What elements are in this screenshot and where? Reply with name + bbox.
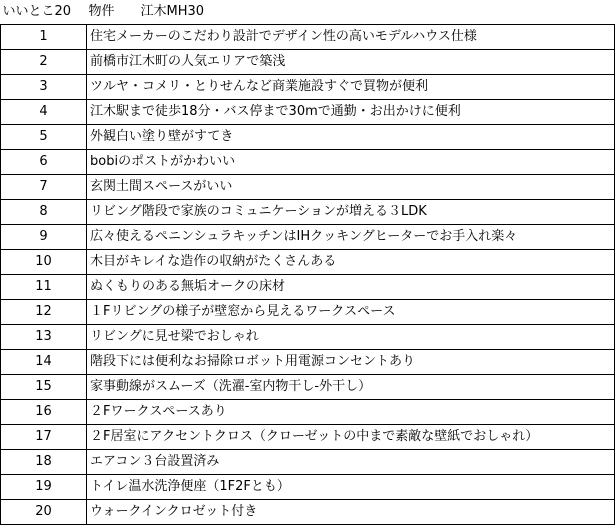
row-number-cell[interactable]: 17: [1, 425, 87, 450]
row-number-cell[interactable]: 10: [1, 250, 87, 275]
feature-text-cell[interactable]: エアコン３台設置済み: [87, 450, 615, 475]
row-number-cell[interactable]: 4: [1, 100, 87, 125]
table-body: [1, 25, 615, 525]
row-number-cell[interactable]: 14: [1, 350, 87, 375]
feature-text-cell[interactable]: １Fリビングの様子が壁窓から見えるワークスペース: [87, 300, 615, 325]
table-row: [1, 325, 615, 350]
table-row: [1, 250, 615, 275]
table-row: [1, 200, 615, 225]
row-number-cell[interactable]: 13: [1, 325, 87, 350]
row-number-cell[interactable]: 16: [1, 400, 87, 425]
header-cell-title[interactable]: いいとこ20: [1, 0, 87, 25]
table-row: [1, 25, 615, 50]
property-label: 物件: [88, 4, 115, 19]
table-row: [1, 225, 615, 250]
row-number-cell[interactable]: 18: [1, 450, 87, 475]
feature-text-cell[interactable]: リビングに見せ梁でおしゃれ: [87, 325, 615, 350]
feature-text-cell[interactable]: ウォークインクロゼット付き: [87, 500, 615, 525]
table-row: [1, 400, 615, 425]
row-number-cell[interactable]: 15: [1, 375, 87, 400]
table-row: [1, 475, 615, 500]
row-number-cell[interactable]: 8: [1, 200, 87, 225]
feature-text-cell[interactable]: 木目がキレイな造作の収納がたくさんある: [87, 250, 615, 275]
row-number-cell[interactable]: 6: [1, 150, 87, 175]
table-row: [1, 50, 615, 75]
feature-text-cell[interactable]: 家事動線がスムーズ（洗濯-室内物干し-外干し）: [87, 375, 615, 400]
table-row: [1, 75, 615, 100]
table-row: [1, 100, 615, 125]
row-number-cell[interactable]: 1: [1, 25, 87, 50]
feature-text-cell[interactable]: トイレ温水洗浄便座（1F2Fとも）: [87, 475, 615, 500]
feature-text-cell[interactable]: ぬくもりのある無垢オークの床材: [87, 275, 615, 300]
feature-text-cell[interactable]: 階段下には便利なお掃除ロボット用電源コンセントあり: [87, 350, 615, 375]
table-row: [1, 275, 615, 300]
feature-text-cell[interactable]: bobiのポストがかわいい: [87, 150, 615, 175]
table-row: [1, 450, 615, 475]
table-row: [1, 350, 615, 375]
table-row: [1, 150, 615, 175]
table-row: [1, 125, 615, 150]
feature-text-cell[interactable]: 江木駅まで徒歩18分・バス停まで30mで通勤・お出かけに便利: [87, 100, 615, 125]
header-row: [1, 0, 615, 25]
row-number-cell[interactable]: 7: [1, 175, 87, 200]
header-cell-property[interactable]: [87, 0, 615, 25]
table-row: [1, 175, 615, 200]
row-number-cell[interactable]: 2: [1, 50, 87, 75]
table-row: [1, 375, 615, 400]
row-number-cell[interactable]: 9: [1, 225, 87, 250]
feature-text-cell[interactable]: ２Fワークスペースあり: [87, 400, 615, 425]
feature-text-cell[interactable]: ツルヤ・コメリ・とりせんなど商業施設すぐで買物が便利: [87, 75, 615, 100]
feature-text-cell[interactable]: リビング階段で家族のコミュニケーションが増える３LDK: [87, 200, 615, 225]
row-number-cell[interactable]: 12: [1, 300, 87, 325]
feature-text-cell[interactable]: 住宅メーカーのこだわり設計でデザイン性の高いモデルハウス仕様: [87, 25, 615, 50]
row-number-cell[interactable]: 11: [1, 275, 87, 300]
row-number-cell[interactable]: 20: [1, 500, 87, 525]
property-value: 江木MH30: [140, 4, 205, 19]
table-row: [1, 500, 615, 525]
table-row: [1, 425, 615, 450]
row-number-cell[interactable]: 3: [1, 75, 87, 100]
feature-text-cell[interactable]: 外観白い塗り壁がすてき: [87, 125, 615, 150]
feature-text-cell[interactable]: 広々使えるペニンシュラキッチンはIHクッキングヒーターでお手入れ楽々: [87, 225, 615, 250]
feature-text-cell[interactable]: ２F居室にアクセントクロス（クローゼットの中まで素敵な壁紙でおしゃれ）: [87, 425, 615, 450]
row-number-cell[interactable]: 19: [1, 475, 87, 500]
feature-text-cell[interactable]: 玄関土間スペースがいい: [87, 175, 615, 200]
table-row: [1, 300, 615, 325]
feature-text-cell[interactable]: 前橋市江木町の人気エリアで築浅: [87, 50, 615, 75]
row-number-cell[interactable]: 5: [1, 125, 87, 150]
